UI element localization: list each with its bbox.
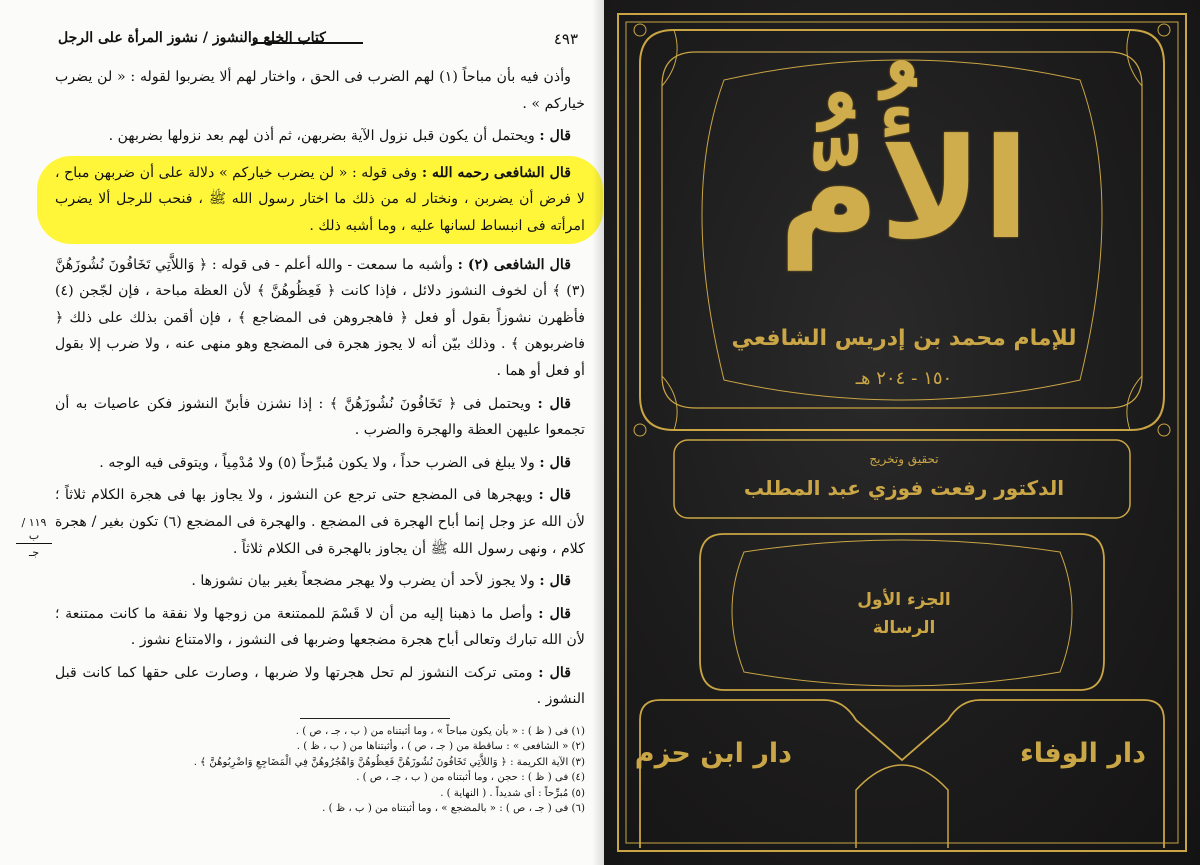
center-arch: [856, 765, 948, 848]
corner-knot: [1158, 24, 1170, 36]
speaker-label: قال :: [539, 128, 571, 145]
lower-cartouche-outer: [700, 534, 1104, 690]
paragraph-text: ولا يجوز لأحد أن يضرب ولا يهجر مضجعاً بغير بيان نشوزها .: [191, 573, 535, 590]
arabesque-hint: [1127, 30, 1142, 86]
paragraph-10: [55, 660, 585, 713]
speaker-label: قال الشافعى (٢) :: [457, 256, 572, 273]
cover-editor: الدكتور رفعت فوزي عبد المطلب: [743, 476, 1065, 500]
page-body-text: [55, 64, 585, 719]
footnote-5: (٥) مُبرِّحاً : أى شديداً . ( النهاية ) .: [440, 787, 585, 799]
speaker-label: قال :: [539, 573, 571, 590]
paragraph-text: وفى قوله : « لن يضرب خياركم » دلالة على أن ضربهن مباح ، لا فرض أن يضربن ، ونختار له من ذلك ما اختار رسول الله ﷺ ، فنحب للرجل ألا يضرب امرأته فى انبساط لسانها عليه ، وما أشبه ذلك .: [55, 164, 585, 234]
paragraph-text: ولا يبلغ فى الضرب حداً ، ولا يكون مُبرِّحاً (٥) ولا مُدْمِياً ، ويتوقى فيه الوجه .: [99, 454, 535, 471]
paragraph-7: [55, 482, 585, 562]
publisher-left: دار ابن حزم: [634, 738, 792, 769]
paragraph-9: [55, 601, 585, 654]
paragraph-text: وأذن فيه بأن مباحاً (١) لهم الضرب فى الحق ، واختار لهم ألا يضربوا لقوله : « لن يضرب خياركم » .: [55, 69, 585, 112]
margin-note-sub: جـ: [28, 546, 40, 559]
speaker-label: قال :: [538, 487, 571, 504]
page-header: [58, 30, 578, 54]
speaker-label: قال :: [538, 664, 571, 681]
cover-title: الأُمُّ: [778, 109, 1030, 270]
margin-note-folio: ١١٩ / ب: [16, 516, 52, 544]
speaker-label: قال الشافعى رحمه الله :: [421, 164, 571, 181]
corner-knot: [634, 424, 646, 436]
paragraph-1: [55, 64, 585, 117]
speaker-label: قال :: [538, 605, 572, 622]
footnote-2: (٢) « الشافعى » : ساقطة من ( جـ ، ص ) ، وأثبتناها من ( ب ، ظ ) .: [296, 741, 585, 753]
corner-knot: [1158, 424, 1170, 436]
footnote-separator: [300, 718, 450, 719]
paragraph-4: [55, 252, 585, 385]
cover-subtitle: الرسالة: [872, 618, 936, 638]
page-gutter-shadow: [592, 0, 604, 865]
margin-manuscript-note: [16, 516, 52, 559]
cover-volume: الجزء الأول: [857, 590, 951, 610]
paragraph-text: وأصل ما ذهبنا إليه من أن لا قَسْمَ للممتنعة من زوجها ولا نفقة ما كانت ممتنعة ؛ لأن الله تبارك وتعالى أباح هجرة مضجعها وضربها فى النشوز ، والامتناع نشوز .: [55, 605, 585, 649]
paragraph-text: ويحتمل فى ﴿ تَخَافُونَ نُشُوزَهُنَّ ﴾ : إذا نشزن فأبنّ النشوز فكن عاصيات به أن تجمعوا عليهن العظة والهجرة والضرب .: [55, 395, 585, 439]
footnote-1: (١) فى ( ظ ) : « بأن يكون مباحاً » ، وما أثبتناه من ( ب ، جـ ، ص ) .: [295, 726, 585, 737]
paragraph-2: [55, 123, 585, 150]
paragraph-8: [55, 568, 585, 595]
book-cover: [604, 0, 1200, 865]
paragraph-text: وأشبه ما سمعت - والله أعلم - فى قوله : ﴿ وَاللاَّتِي تَخَافُونَ نُشُوزَهُنَّ (٣) ﴾ أن لخوف النشوز دلائل ، فإذا كانت ﴿ فَعِظُوهُنَّ ﴾ لأن العظة مباحة ، فإن لجّجن (٤) فأظهرن نشوزاً بقول أو فعل ﴿ فاهجروهن فى المضاجع ﴾ ، فإن أقمن بذلك على ذلك ﴿ فاضربوهن ﴾ . وذلك بيّن أنه لا يجوز هجرة فى المضجع وهو منهى عنه ، ولا ضرب إلا بقول أو فعل أو هما .: [55, 256, 585, 379]
footnote-4: (٤) فى ( ظ ) : حجن ، وما أثبتناه من ( ب ، جـ ، ص ) .: [356, 772, 585, 784]
speaker-label: قال :: [539, 454, 571, 471]
cover-editor-label: تحقيق وتخريج: [869, 452, 939, 466]
corner-knot: [634, 24, 646, 36]
bottom-arch-frame: [634, 700, 1164, 848]
cover-dates: ١٥٠ - ٢٠٤ هـ: [855, 368, 953, 389]
publisher-right: دار الوفاء: [1020, 738, 1146, 769]
paragraph-text: ويحتمل أن يكون قبل نزول الآية بضربهن، ثم أذن لهم بعد نزولها بضربهن .: [108, 128, 535, 145]
paragraph-6: [55, 450, 585, 477]
speaker-label: قال :: [537, 395, 572, 412]
footnotes: [55, 724, 585, 816]
highlighted-paragraph: [37, 156, 603, 244]
footnote-3: (٣) الآية الكريمة : ﴿ وَاللاَّتِي تَخَافُونَ نُشُوزَهُنَّ فَعِظُوهُنَّ وَاهْجُرُوهُنَّ فِي الْمَضَاجِعِ وَاضْرِبُوهُنَّ ﴾ .: [193, 756, 585, 768]
page-number: ٤٩٣: [553, 30, 578, 48]
footnote-6: (٦) فى ( جـ ، ص ) : « بالمضجع » ، وما أثبتناه من ( ب ، ظ ) .: [322, 803, 585, 815]
paragraph-5: [55, 391, 585, 444]
paragraph-text: ويهجرها فى المضجع حتى ترجع عن النشوز ، ولا يجاوز بها فى هجرة الكلام ثلاثاً ؛ لأن الله عز وجل إنما أباح الهجرة فى المضجع . والهجرة فى المضجع (٦) تكون بغير / هجرة كلام ، ونهى رسول الله ﷺ أن يجاوز بالهجرة فى الكلام ثلاثاً .: [55, 487, 585, 557]
running-header-title: كتاب الخلع والنشوز / نشوز المرأة على الرجل: [58, 30, 326, 46]
lower-cartouche-inner: [732, 540, 1072, 686]
paragraph-text: ومتى تركت النشوز لم تحل هجرتها ولا ضربها ، وصارت على حقها كما كانت قبل النشوز .: [55, 664, 585, 708]
cover-author: للإمام محمد بن إدريس الشافعي: [731, 326, 1077, 351]
arabesque-hint: [662, 30, 677, 86]
